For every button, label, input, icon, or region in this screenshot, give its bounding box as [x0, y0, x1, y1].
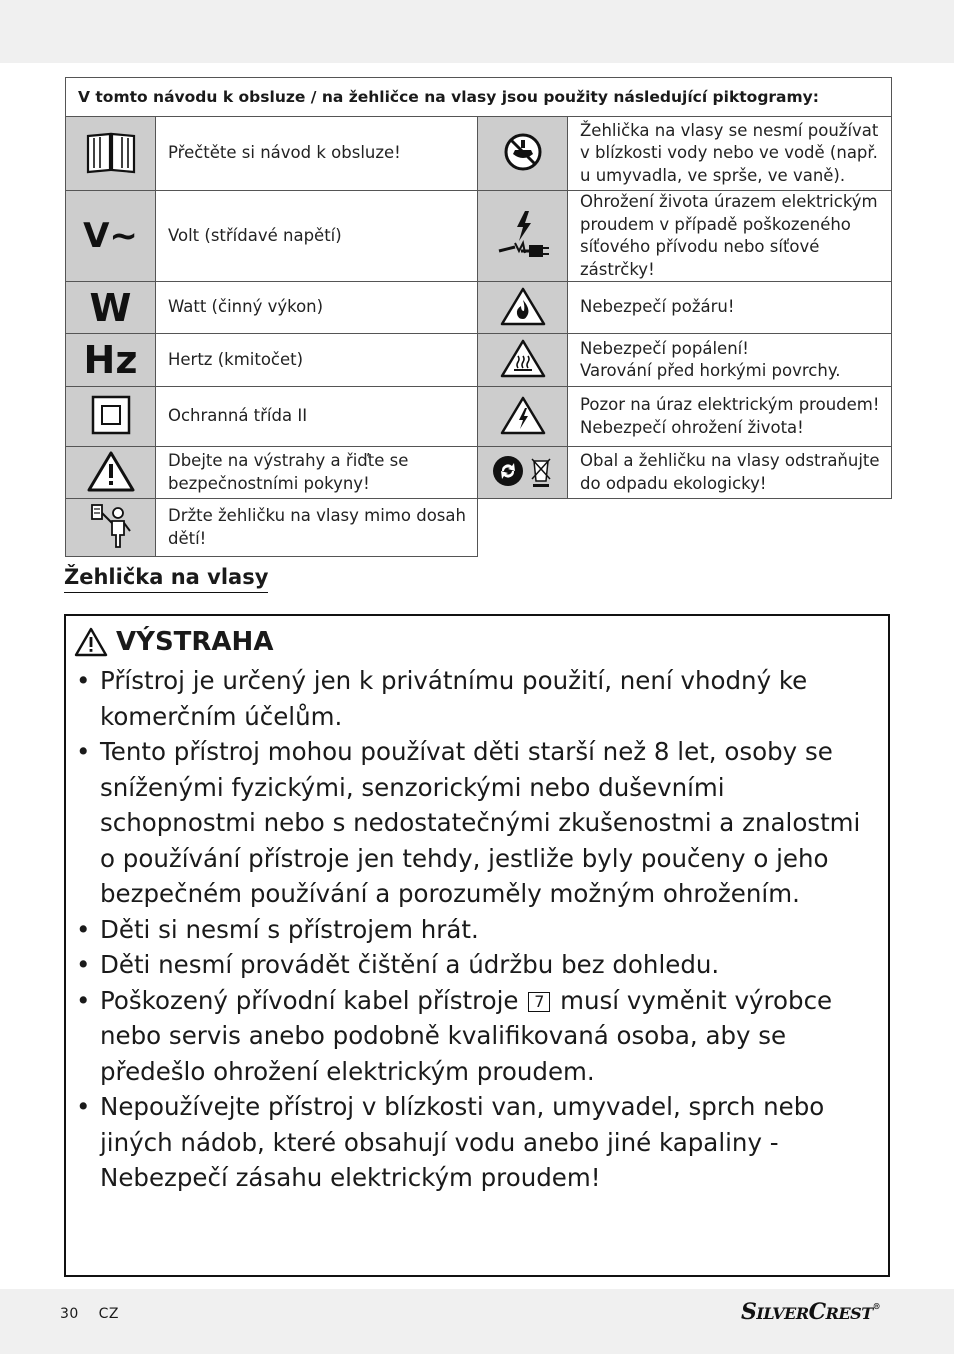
pictogram-description: Obal a žehličku na vlasy odstraňujte do odpadu ekologicky!: [568, 447, 892, 499]
electric-shock-warning-icon: [500, 395, 546, 435]
pictogram-cell: [66, 191, 156, 282]
damaged-cable-icon: [495, 207, 551, 261]
warning-item: • Nepoužívejte přístroj v blízkosti van, umyvadel, sprch nebo jiných nádob, které obsahují vodu anebo jiné kapaliny - Nebezpečí zásahu elektrickým proudem!: [76, 1089, 881, 1196]
shock-text-2: Nebezpečí ohrožení života!: [580, 417, 804, 437]
hertz-symbol: Hz: [83, 338, 138, 382]
pictogram-description: Přečtěte si návod k obsluze!: [156, 117, 478, 191]
brand-letter: C: [808, 1299, 826, 1325]
pictogram-cell: [478, 191, 568, 282]
pictogram-cell: [66, 334, 156, 387]
part-reference: 7: [528, 992, 550, 1012]
volt-ac-symbol: V~: [83, 216, 138, 256]
pictogram-cell: [66, 282, 156, 334]
pictogram-cell: [478, 282, 568, 334]
recycling-disposal-icon: [492, 453, 554, 489]
warning-box: [64, 614, 890, 1277]
brand-logo: [741, 1299, 880, 1325]
pictogram-description: Dbejte na výstrahy a řiďte se bezpečnostními pokyny!: [156, 447, 478, 499]
pictogram-cell: [66, 387, 156, 447]
no-water-icon: [503, 132, 543, 172]
hot-surface-text-1: Nebezpečí popálení!: [580, 338, 749, 358]
warning-item: • Tento přístroj mohou používat děti starší než 8 let, osoby se sníženými fyzickými, senzorickými nebo duševními schopnostmi nebo s nedostatečnými zkušenostmi a znalostmi o používání přístroje jen tehdy, jestliže byly poučeny o jeho bezpečném používání a porozuměly možným ohrožením.: [76, 734, 881, 912]
warning-item-text: Poškozený přívodní kabel přístroje: [100, 985, 519, 1015]
pictogram-description: Nebezpečí požáru!: [568, 282, 892, 334]
warning-title: [74, 626, 273, 658]
section-heading: Žehlička na vlasy: [64, 564, 268, 593]
watt-symbol: W: [89, 285, 132, 330]
pictogram-description: Držte žehličku na vlasy mimo dosah dětí!: [156, 499, 478, 557]
page-number: [60, 1306, 119, 1322]
fire-warning-icon: [500, 286, 546, 326]
pictogram-table: [65, 77, 892, 557]
brand-letters: ILVER: [756, 1304, 809, 1323]
pictogram-cell: [478, 447, 568, 499]
pictogram-cell: [478, 334, 568, 387]
warning-list: [76, 663, 881, 1196]
pictogram-cell: [66, 499, 156, 557]
pictogram-table-header: V tomto návodu k obsluze / na žehličce na vlasy jsou použity následující piktogramy:: [66, 78, 892, 117]
keep-away-children-icon: [88, 503, 134, 549]
top-margin-bar: [0, 0, 954, 63]
pictogram-description: Hertz (kmitočet): [156, 334, 478, 387]
book-icon: [84, 130, 138, 174]
warning-triangle-icon: [74, 627, 108, 657]
hot-surface-text-2: Varování před horkými povrchy.: [580, 361, 841, 380]
pictogram-description: Volt (střídavé napětí): [156, 191, 478, 282]
pictogram-cell: [478, 387, 568, 447]
registered-mark: ®: [872, 1301, 881, 1311]
pictogram-cell: [66, 117, 156, 191]
language-code: CZ: [98, 1306, 120, 1322]
pictogram-description: Ochranná třída II: [156, 387, 478, 447]
brand-letters: REST: [825, 1304, 873, 1323]
pictogram-description: [568, 387, 892, 447]
pictogram-cell: [66, 447, 156, 499]
pictogram-description: Watt (činný výkon): [156, 282, 478, 334]
warning-item: • Děti si nesmí s přístrojem hrát.: [76, 912, 881, 948]
pictogram-description: [568, 334, 892, 387]
pictogram-cell: [478, 117, 568, 191]
page-number-value: 30: [60, 1306, 79, 1322]
warning-item: [76, 983, 881, 1090]
empty-cell: [478, 499, 892, 557]
warning-triangle-icon: [87, 450, 135, 492]
pictogram-description: Ohrožení života úrazem elektrickým proudem v případě poškozeného síťového přívodu nebo síťové zástrčky!: [568, 191, 892, 282]
warning-title-text: VÝSTRAHA: [116, 627, 274, 657]
brand-letter: S: [741, 1299, 757, 1325]
warning-item: • Přístroj je určený jen k privátnímu použití, není vhodný ke komerčním účelům.: [76, 663, 881, 734]
shock-text-1: Pozor na úraz elektrickým proudem!: [580, 395, 880, 414]
hot-surface-warning-icon: [500, 338, 546, 378]
protection-class-ii-icon: [91, 395, 131, 435]
pictogram-description: Žehlička na vlasy se nesmí používat v blízkosti vody nebo ve vodě (např. u umyvadla, ve sprše, ve vaně).: [568, 117, 892, 191]
warning-item: • Děti nesmí provádět čištění a údržbu bez dohledu.: [76, 947, 881, 983]
warning-item-text: musí vyměnit výrobce nebo servis anebo podobně kvalifikovaná osoba, aby se předešlo ohrožení elektrickým proudem.: [100, 985, 833, 1086]
